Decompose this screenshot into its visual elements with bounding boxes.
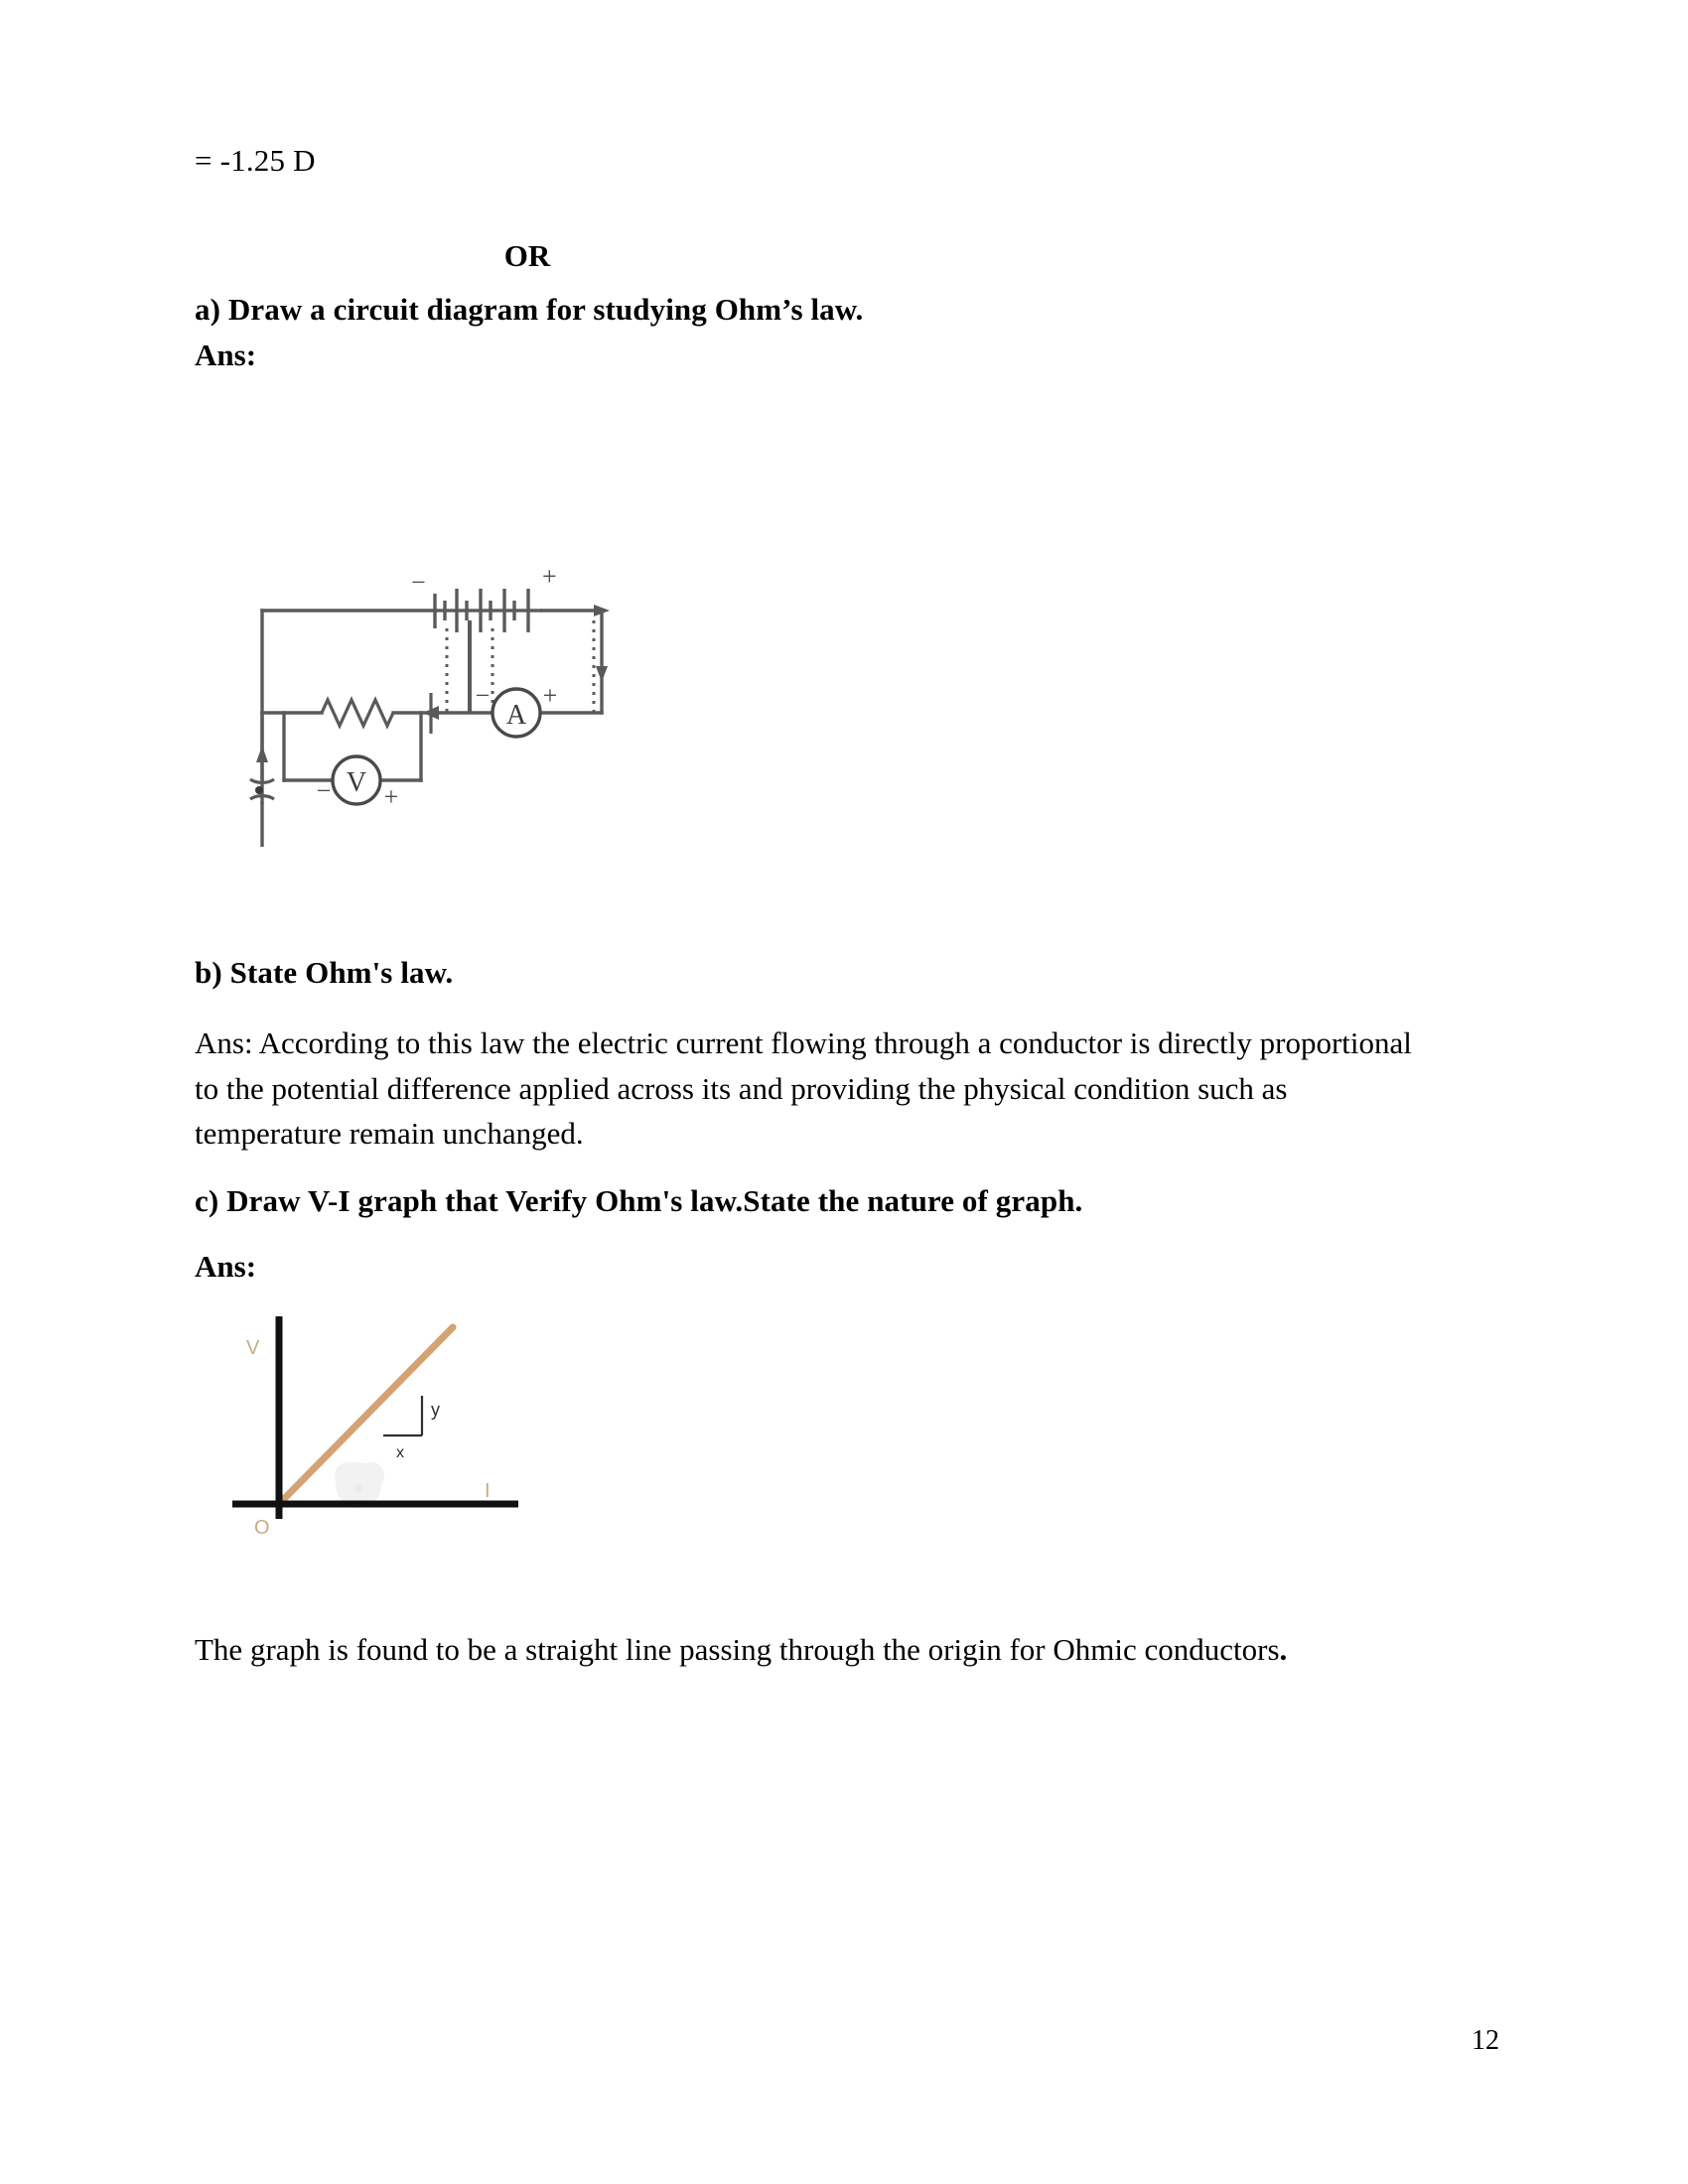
current-arrow-right bbox=[596, 666, 608, 682]
page-content bbox=[195, 0, 1444, 2184]
question-b-heading: b) State Ohm's law. bbox=[195, 955, 454, 990]
slope-triangle bbox=[383, 1396, 422, 1435]
svg-text:V: V bbox=[346, 767, 367, 798]
current-arrow-left bbox=[256, 746, 268, 762]
slope-rise-label: y bbox=[431, 1400, 440, 1420]
result-line: = -1.25 D bbox=[195, 143, 316, 178]
battery-symbol bbox=[435, 589, 542, 632]
vi-graph-figure bbox=[224, 1291, 681, 1559]
ammeter-symbol bbox=[476, 681, 558, 737]
switch-symbol bbox=[250, 779, 274, 799]
closing-sentence bbox=[195, 1628, 1287, 1673]
svg-text:●: ● bbox=[352, 1477, 365, 1499]
page-number: 12 bbox=[1472, 2025, 1499, 2056]
answer-c-label: Ans: bbox=[195, 1249, 257, 1284]
circuit-diagram-figure bbox=[244, 549, 780, 906]
answer-a-label: Ans: bbox=[195, 338, 257, 372]
or-divider: OR bbox=[503, 238, 551, 273]
voltmeter-symbol bbox=[317, 756, 399, 811]
ammeter-positive-label: + bbox=[542, 681, 558, 710]
voltmeter-negative-label: − bbox=[316, 776, 332, 805]
origin-label: O bbox=[254, 1517, 270, 1539]
closing-sentence-period: . bbox=[1279, 1632, 1288, 1667]
answer-b-text: Ans: According to this law the electric current flowing through a conductor is directly proportional to the potential difference applied across its and providing the physical condition such as temperature remain unchanged. bbox=[195, 1025, 1412, 1152]
svg-text:A: A bbox=[505, 700, 527, 731]
ammeter-negative-label: − bbox=[475, 681, 491, 710]
voltmeter-positive-label: + bbox=[383, 782, 399, 811]
battery-negative-label: − bbox=[411, 568, 426, 597]
question-a-heading: a) Draw a circuit diagram for studying Ohm’s law. bbox=[195, 292, 864, 327]
question-c-heading: c) Draw V-I graph that Verify Ohm's law.State the nature of graph. bbox=[195, 1183, 1083, 1218]
battery-positive-label: + bbox=[542, 562, 557, 591]
closing-sentence-text: The graph is found to be a straight line passing through the origin for Ohmic conductors bbox=[195, 1632, 1280, 1667]
i-axis-label: I bbox=[485, 1480, 491, 1502]
resistor-symbol bbox=[322, 700, 393, 726]
v-axis-label: V bbox=[246, 1337, 260, 1359]
slope-run-label: x bbox=[396, 1444, 404, 1461]
